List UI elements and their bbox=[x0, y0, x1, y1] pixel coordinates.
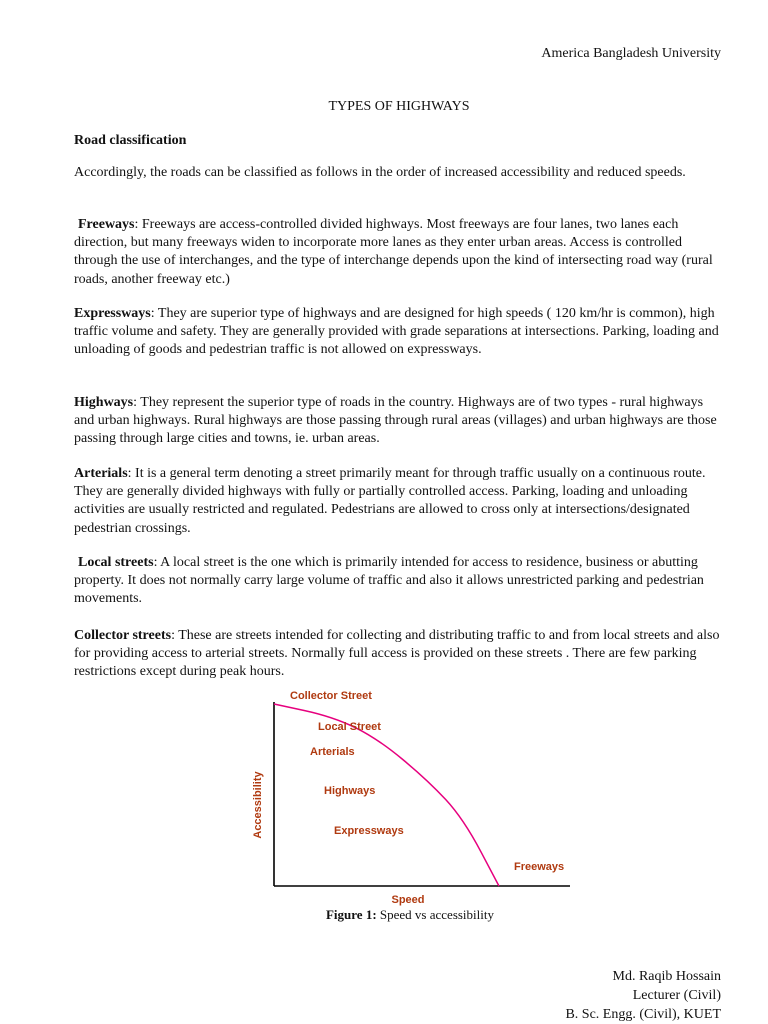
term-expressways: Expressways bbox=[74, 306, 151, 321]
paragraph-collector-streets bbox=[74, 627, 724, 682]
author-block bbox=[565, 967, 721, 1024]
annotation-label: Local Street bbox=[318, 721, 381, 733]
paragraph-expressways bbox=[74, 305, 724, 360]
figure-speed-accessibility bbox=[240, 690, 580, 922]
text-collector-streets: : These are streets intended for collecting and distributing traffic to and from local streets and also for providing access to arterial streets. Normally full access is provided on these streets . There are few parking restrictions except during peak hours. bbox=[74, 628, 720, 680]
annotation-label: Collector Street bbox=[290, 690, 372, 702]
paragraph-local-streets bbox=[74, 554, 724, 609]
text-highways: : They represent the superior type of roads in the country. Highways are of two types - rural highways and urban highways. Rural highways are those passing through rural areas (villages) and urban highways are those passing through large cities and towns, ie. urban areas. bbox=[74, 395, 717, 447]
x-axis-label: Speed bbox=[391, 894, 425, 906]
institution-header: America Bangladesh University bbox=[541, 46, 721, 61]
y-axis-label: Accessibility bbox=[252, 771, 264, 839]
figure-caption-text: Speed vs accessibility bbox=[376, 907, 494, 922]
annotation-label: Expressways bbox=[334, 825, 404, 837]
term-freeways: Freeways bbox=[78, 217, 135, 232]
figure-caption-label: Figure 1: bbox=[325, 907, 377, 922]
text-expressways: : They are superior type of highways and are designed for high speeds ( 120 km/hr is common), high traffic volume and safety. They are generally provided with grade separations at intersections. Parking, loading and unloading of goods and pedestrian traffic is not allowed on expressways. bbox=[74, 306, 719, 358]
intro-paragraph: Accordingly, the roads can be classified as follows in the order of increased accessibility and reduced speeds. bbox=[74, 165, 686, 180]
term-arterials: Arterials bbox=[74, 466, 128, 481]
author-degree: B. Sc. Engg. (Civil), KUET bbox=[565, 1007, 721, 1022]
annotation-label: Highways bbox=[324, 785, 376, 797]
paragraph-arterials bbox=[74, 465, 724, 538]
speed-accessibility-chart bbox=[240, 690, 580, 922]
annotation-label: Freeways bbox=[514, 861, 565, 873]
term-highways: Highways bbox=[74, 395, 134, 410]
annotation-label: Arterials bbox=[310, 746, 355, 758]
accessibility-curve bbox=[274, 704, 499, 886]
text-freeways: : Freeways are access-controlled divided highways. Most freeways are four lanes, two lanes each direction, but many freeways widen to incorporate more lanes as they enter urban areas. Access is controlled through the use of interchanges, and the type of interchange depends upon the kind of intersecting road way (rural roads, another freeway etc.) bbox=[74, 217, 713, 287]
figure-caption bbox=[0, 907, 768, 923]
text-local-streets: : A local street is the one which is primarily intended for access to residence, business or abutting property. It does not normally carry large volume of traffic and also it allows unrestricted parking and pedestrian movements. bbox=[74, 555, 704, 607]
text-arterials: : It is a general term denoting a street primarily meant for through traffic usually on a continuous route. They are generally divided highways with fully or partially controlled access. Parking, loading and unloading activities are usually restricted and regulated. Pedestrians are allowed to cross only at intersections/designated pedestrian crossings. bbox=[74, 466, 706, 536]
paragraph-highways bbox=[74, 394, 724, 449]
paragraph-freeways bbox=[74, 216, 724, 289]
author-name: Md. Raqib Hossain bbox=[612, 969, 721, 984]
section-heading: Road classification bbox=[74, 133, 187, 148]
author-designation: Lecturer (Civil) bbox=[632, 988, 721, 1003]
document-title: TYPES OF HIGHWAYS bbox=[328, 99, 470, 114]
term-local-streets: Local streets bbox=[78, 555, 154, 570]
term-collector-streets: Collector streets bbox=[74, 628, 172, 643]
